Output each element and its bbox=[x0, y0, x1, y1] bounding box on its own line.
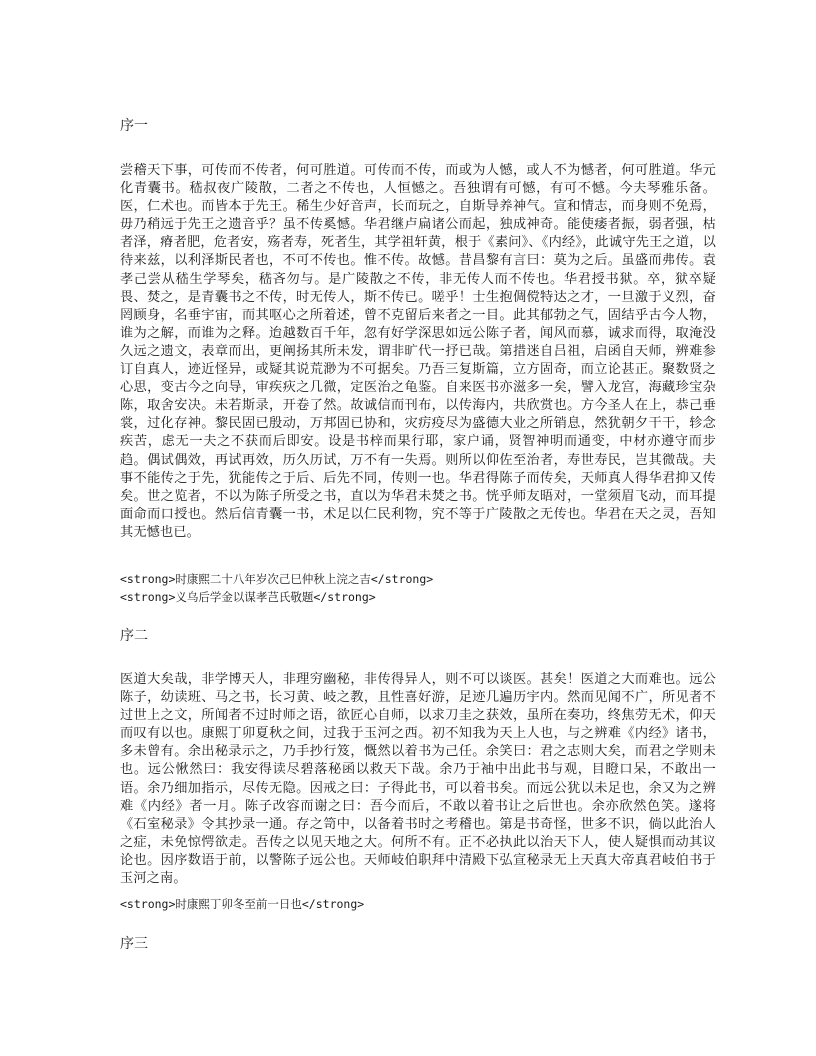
signature-line-2: <strong>义乌后学金以谋孝芑氏敬题</strong> bbox=[120, 590, 376, 604]
signature-line-3: <strong>时康熙丁卯冬至前一日也</strong> bbox=[120, 897, 365, 911]
section-body-1: 尝稽天下事，可传而不传者，何可胜道。可传而不传，而或为人憾，或人不为憾者，何可胜道。华元化青囊书。嵇叔夜广陵散，二者之不传也，人恒憾之。吾独谓有可憾，有可不憾。今夫琴雅乐备。医，仁术也。而皆本于先王。稀生少好音声，长而玩之，自斯导养神气。宣和情志，而身则不免焉，毋乃稍远于先王之遗音乎？虽不传奚憾。华君继卢扁诸公而起，独成神奇。能使痿者振，弱者强，枯者泽，瘠者肥，危者安，殇者寿，死者生，其学祖轩黄，根于《素问》、《内经》，此诚守先王之道，以待来兹，以利泽斯民者也，不可不传也。惟不传。故憾。昔昌黎有言曰：莫为之后。虽盛而弗传。袁孝己尝从嵇生学琴矣，嵇吝勿与。是广陵散之不传，非无传人而不传也。华君授书狱。卒，狱卒疑畏、焚之，是青囊书之不传，时无传人，斯不传已。嗟乎！士生抱倜傥特达之才，一旦激于义烈，奋罔顾身，名垂宇宙，而其呕心之所着述，曾不克留后来者之一目。此其郁勃之气，固结乎古今人物，谁为之解，而谁为之释。迨越数百千年，忽有好学深思如远公陈子者，闻风而慕，诚求而得，取淹没久远之遗文，表章而出，更阐扬其所未发，谓非旷代一抒已哉。第措迷自吕祖，启函自天师，辨难参订自真人，迹近怪异，或疑其说荒渺为不可据矣。乃吾三复斯篇，立方固奇，而立论甚正。聚数贤之心思，变古今之向导，审疾疢之几微，定医治之龟鉴。自来医书亦滋多一矣，譬入龙宫，海藏珍宝杂陈，取舍安决。未若斯录，开卷了然。故诚信而刊布，以传海内，共欣赏也。方今圣人在上，恭己垂裳，过化存神。黎民固已殷动，万邦固已协和，灾疠疫尽为盛德大业之所销息，然犹朝夕干干，轸念疾苦，虑无一夫之不获而后即安。设是书梓而果行耶，家户诵，贤智神明而通变，中材亦遵守而步趋。偶试偶效，再试再效，历久历试，万不有一失焉。则所以仰佐至治者，寿世寿民，岂其微哉。夫事不能传之于先，犹能传之于后、后先不同，传则一也。华君得陈子而传矣，天师真人得华君抑又传矣。世之览者，不以为陈子所受之书，直以为华君未焚之书。恍乎师友晤对，一堂须眉飞动，而耳提面命而口授也。然后信青囊一书，术足以仁民利物，究不等于广陵散之无传也。华君在天之灵，吾知其无憾也已。 bbox=[120, 163, 716, 540]
section-heading-3: 序三 bbox=[120, 936, 148, 952]
section-body-2: 医道大矣哉，非学博天人，非理穷幽秘，非传得异人，则不可以谈医。甚矣！医道之大而难也。远公陈子，幼读班、马之书，长习黄、岐之教，且性喜好游，足迹几遍历宇内。然而见闻不广，所见者不过世上之文，所闻者不过时师之语，欲匠心自师，以求刀圭之获效，虽所在奏功，终焦劳无术，仰天而叹有以也。康熙丁卯夏秋之间，过我于玉河之西。初不知我为天上人也，与之辨难《内经》诸书，多未曾有。余出秘录示之，乃手抄行笈，慨然以着书为己任。余笑曰：君之志则大矣，而君之学则未也。远公愀然曰：我安得读尽碧落秘函以救天下哉。余乃于袖中出此书与观，目瞪口呆，不敢出一语。余乃细加指示，尽传无隐。因戒之曰：子得此书，可以着书矣。而远公犹以未足也，余又为之辨难《内经》者一月。陈子改容而谢之曰：吾今而后，不敢以着书让之后世也。余亦欣然色笑。遂将《石室秘录》令其抄录一通。存之笥中，以备着书时之考稽也。第是书奇怪，世多不识，倘以此治人之症，未免惊愕欲走。吾传之以见天地之大。何所不有。正不必执此以治天下人，使人疑惧而动其议论也。因序数语于前，以警陈子远公也。天师岐伯职拜中清殿下弘宣秘录无上天真大帝真君岐伯书于玉河之南。 bbox=[120, 672, 716, 887]
signature-line-1: <strong>时康熙二十八年岁次己巳仲秋上浣之吉</strong> bbox=[120, 572, 434, 586]
section-heading-1: 序一 bbox=[120, 118, 148, 134]
section-heading-2: 序二 bbox=[120, 628, 148, 644]
